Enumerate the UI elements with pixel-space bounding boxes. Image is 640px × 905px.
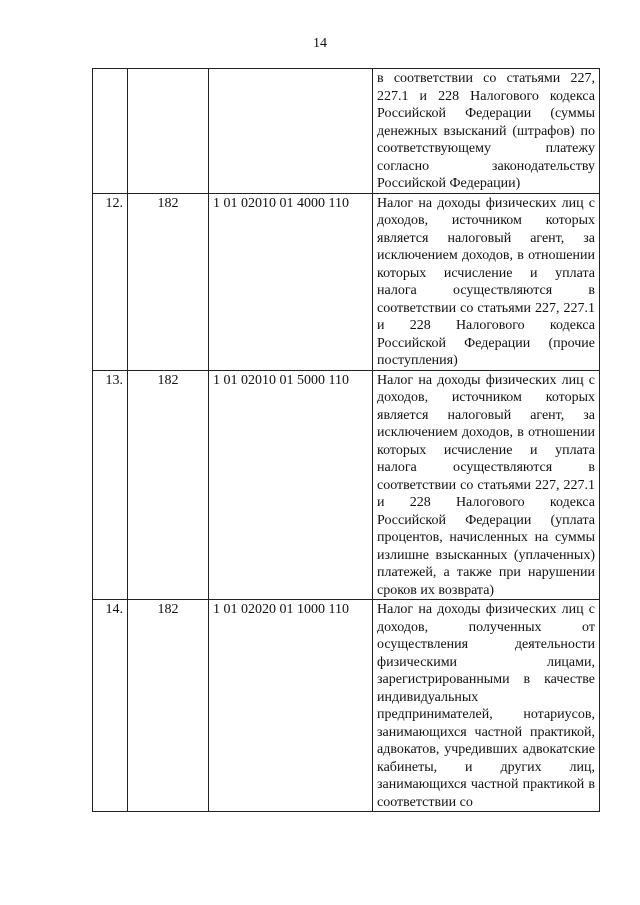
budget-classification-code-cell xyxy=(209,69,373,194)
row-number-cell: 14. xyxy=(93,600,128,812)
revenue-codes-table xyxy=(92,68,600,812)
page-number: 14 xyxy=(313,36,327,51)
row-number-cell: 12. xyxy=(93,193,128,370)
row-number-cell: 13. xyxy=(93,370,128,600)
table-row xyxy=(93,69,600,194)
table-row xyxy=(93,370,600,600)
revenue-name-cell: Налог на доходы физических лиц с доходов, источником которых является налоговый агент, за исключением доходов, в отношении которых исчисление и уплата налога осуществляются в соответствии со статьями 227, 227.1 и 228 Налогового кодекса Российской Федерации (уплата процентов, начисленных на суммы излишне взысканных (уплаченных) платежей, а также при нарушении сроков их возврата) xyxy=(373,370,600,600)
administrator-code-cell: 182 xyxy=(128,600,209,812)
budget-classification-code-cell: 1 01 02020 01 1000 110 xyxy=(209,600,373,812)
administrator-code-cell xyxy=(128,69,209,194)
revenue-name-cell: в соответствии со статьями 227, 227.1 и 228 Налогового кодекса Российской Федерации (суммы денежных взысканий (штрафов) по соответствующему платежу согласно законодательству Российской Федерации) xyxy=(373,69,600,194)
budget-classification-code-cell: 1 01 02010 01 4000 110 xyxy=(209,193,373,370)
table-row xyxy=(93,193,600,370)
table-row xyxy=(93,600,600,812)
budget-classification-code-cell: 1 01 02010 01 5000 110 xyxy=(209,370,373,600)
administrator-code-cell: 182 xyxy=(128,370,209,600)
revenue-name-cell: Налог на доходы физических лиц с доходов, полученных от осуществления деятельности физическими лицами, зарегистрированными в качестве индивидуальных предпринимателей, нотариусов, занимающихся частной практикой, адвокатов, учредивших адвокатские кабинеты, и других лиц, занимающихся частной практикой в соответствии со xyxy=(373,600,600,812)
revenue-name-cell: Налог на доходы физических лиц с доходов, источником которых является налоговый агент, за исключением доходов, в отношении которых исчисление и уплата налога осуществляются в соответствии со статьями 227, 227.1 и 228 Налогового кодекса Российской Федерации (прочие поступления) xyxy=(373,193,600,370)
administrator-code-cell: 182 xyxy=(128,193,209,370)
row-number-cell xyxy=(93,69,128,194)
